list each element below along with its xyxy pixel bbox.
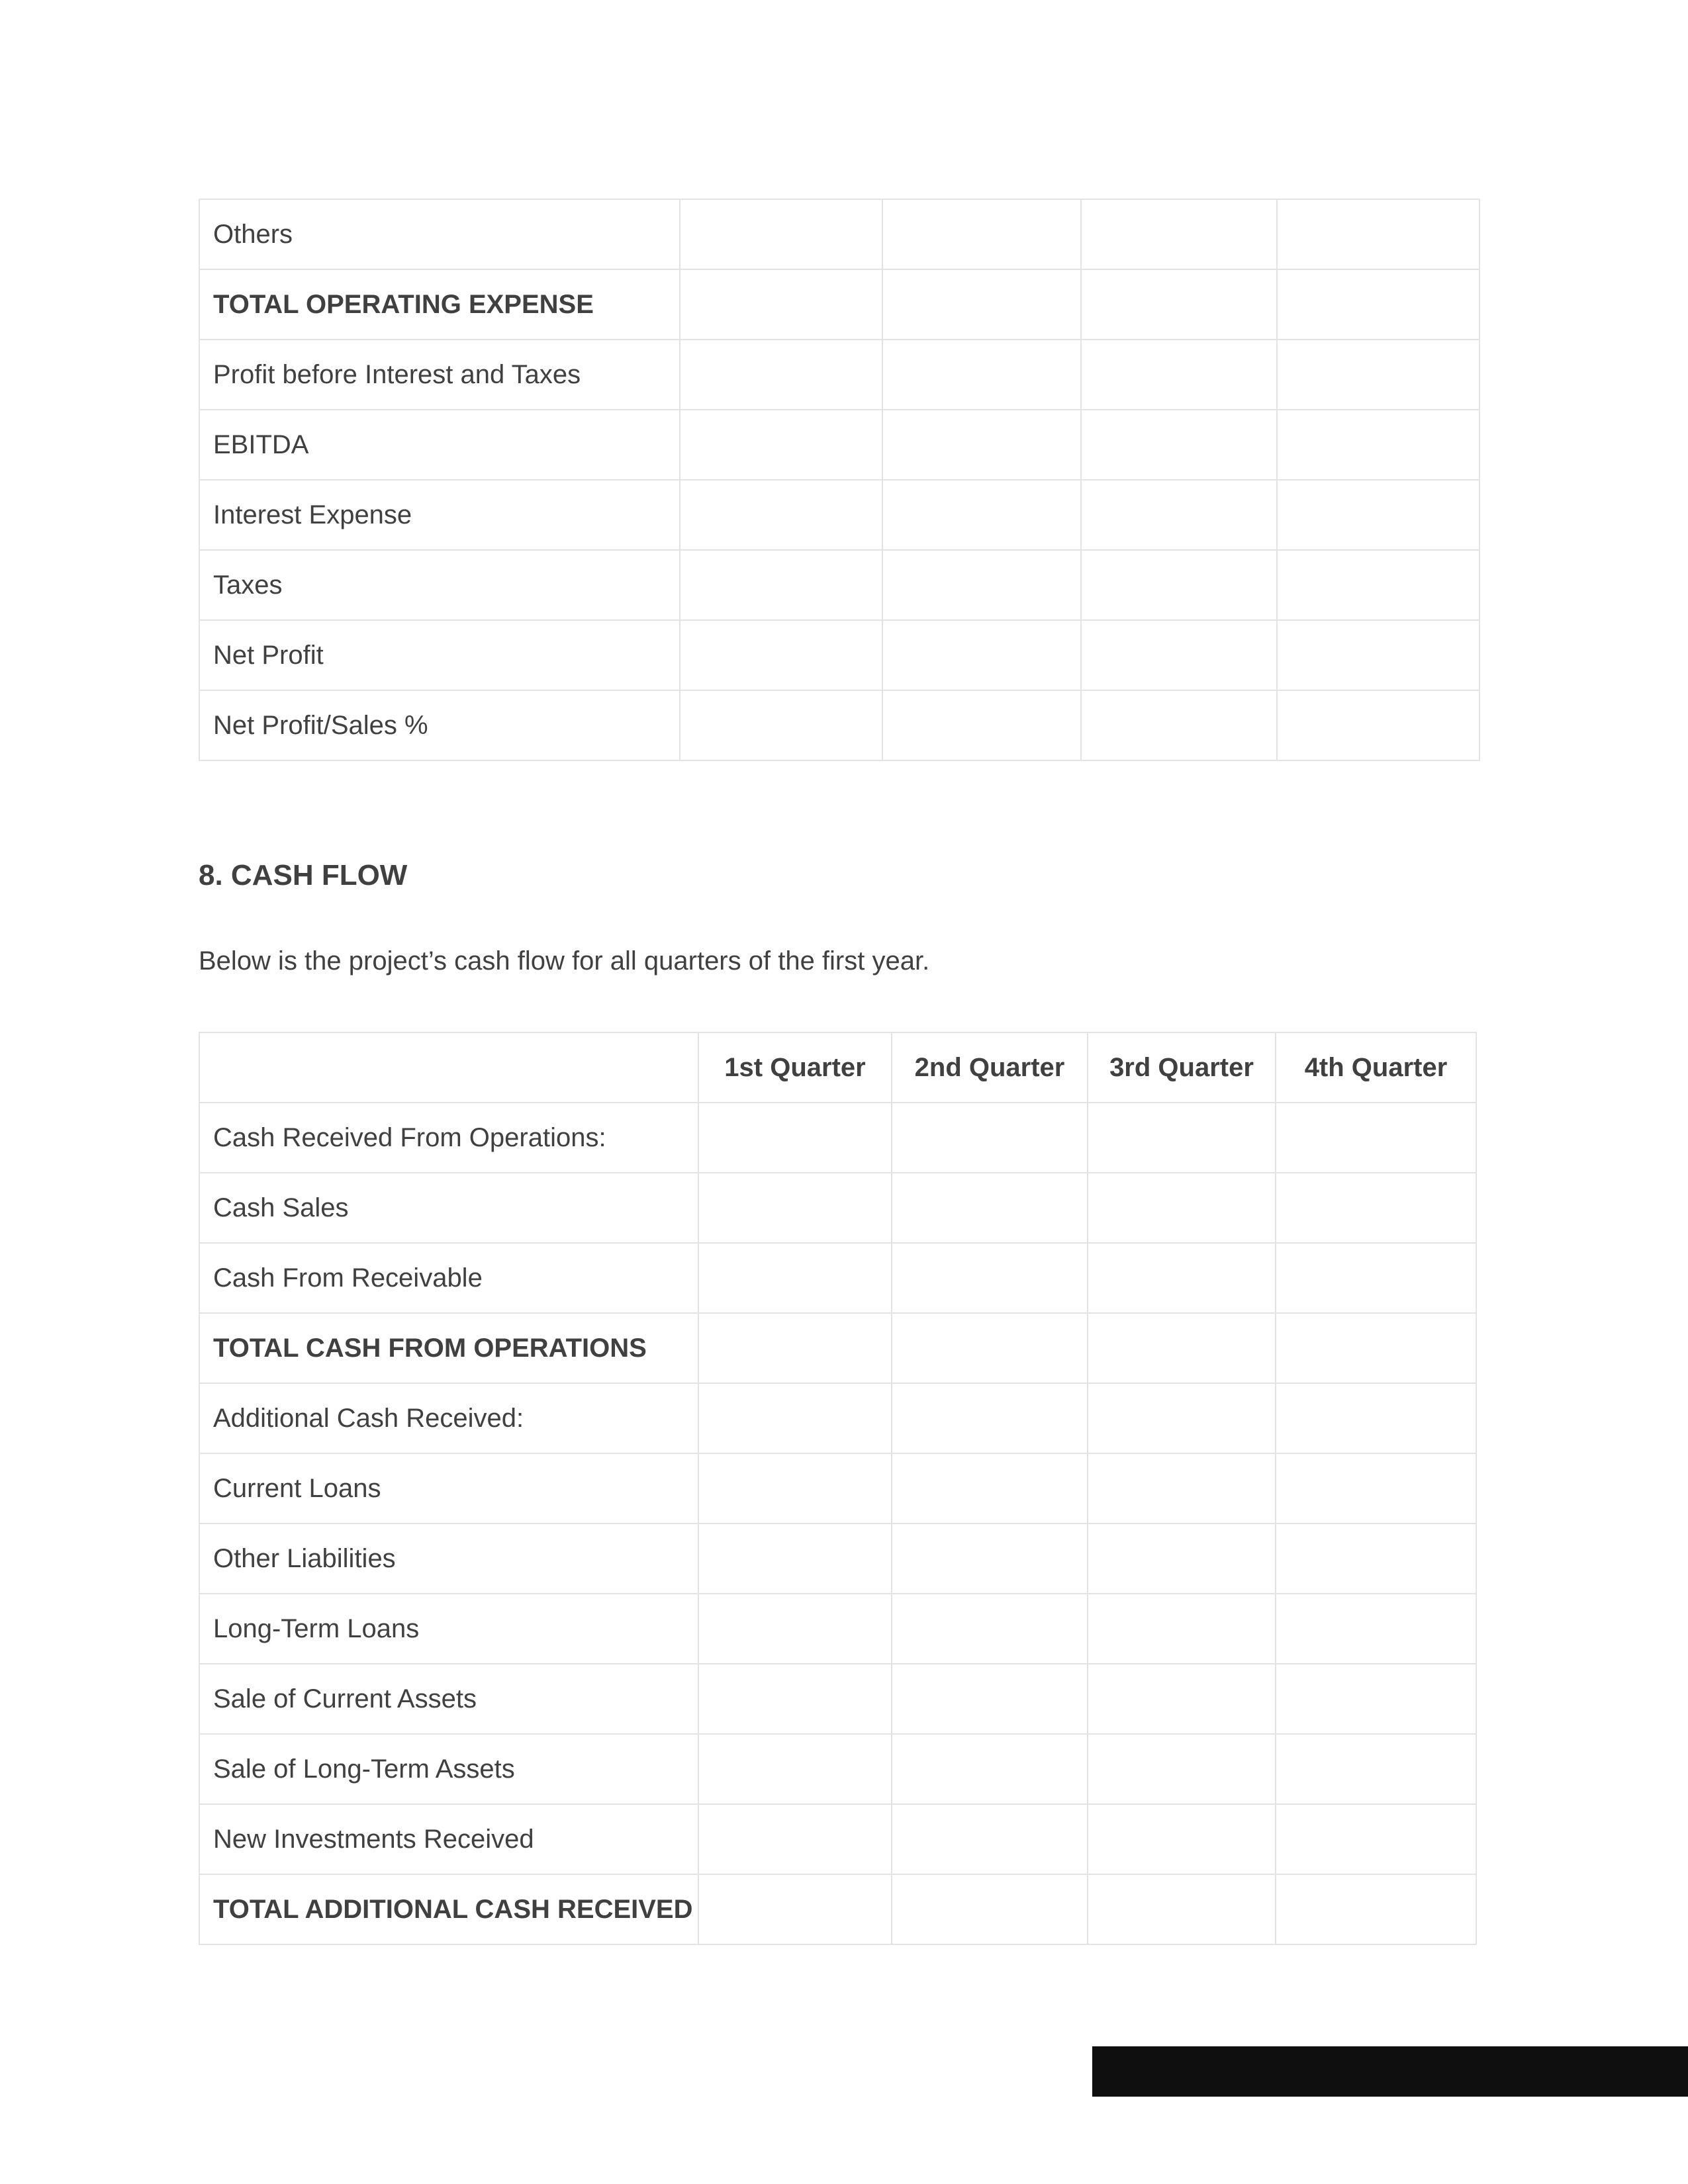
value-cell[interactable] — [892, 1594, 1088, 1664]
value-cell[interactable] — [1276, 1874, 1476, 1944]
value-cell[interactable] — [680, 690, 882, 760]
row-label: Net Profit — [199, 620, 680, 690]
value-cell[interactable] — [698, 1383, 892, 1453]
row-label: Profit before Interest and Taxes — [199, 340, 680, 410]
value-cell[interactable] — [1081, 550, 1277, 620]
table-row — [199, 1874, 1476, 1944]
header-q3: 3rd Quarter — [1088, 1032, 1276, 1103]
table-header-row — [199, 1032, 1476, 1103]
value-cell[interactable] — [882, 550, 1081, 620]
value-cell[interactable] — [882, 690, 1081, 760]
table-row — [199, 1524, 1476, 1594]
value-cell[interactable] — [892, 1383, 1088, 1453]
row-label: TOTAL CASH FROM OPERATIONS — [199, 1313, 698, 1383]
value-cell[interactable] — [892, 1874, 1088, 1944]
header-q2: 2nd Quarter — [892, 1032, 1088, 1103]
table-row — [199, 1804, 1476, 1874]
value-cell[interactable] — [1276, 1173, 1476, 1243]
row-label: TOTAL OPERATING EXPENSE — [199, 269, 680, 340]
table-row — [199, 620, 1479, 690]
value-cell[interactable] — [1277, 690, 1479, 760]
value-cell[interactable] — [1276, 1804, 1476, 1874]
value-cell[interactable] — [680, 340, 882, 410]
value-cell[interactable] — [1276, 1594, 1476, 1664]
value-cell[interactable] — [698, 1173, 892, 1243]
value-cell[interactable] — [882, 199, 1081, 269]
value-cell[interactable] — [1276, 1664, 1476, 1734]
value-cell[interactable] — [1277, 199, 1479, 269]
value-cell[interactable] — [698, 1594, 892, 1664]
value-cell[interactable] — [1276, 1524, 1476, 1594]
value-cell[interactable] — [882, 269, 1081, 340]
value-cell[interactable] — [882, 340, 1081, 410]
header-q4: 4th Quarter — [1276, 1032, 1476, 1103]
table-row — [199, 1734, 1476, 1804]
value-cell[interactable] — [892, 1243, 1088, 1313]
row-label: Cash Sales — [199, 1173, 698, 1243]
value-cell[interactable] — [882, 480, 1081, 550]
value-cell[interactable] — [680, 199, 882, 269]
row-label: TOTAL ADDITIONAL CASH RECEIVED — [199, 1874, 698, 1944]
value-cell[interactable] — [1088, 1383, 1276, 1453]
value-cell[interactable] — [1081, 620, 1277, 690]
table-row — [199, 550, 1479, 620]
value-cell[interactable] — [698, 1804, 892, 1874]
value-cell[interactable] — [680, 620, 882, 690]
table-row — [199, 1173, 1476, 1243]
value-cell[interactable] — [1088, 1734, 1276, 1804]
value-cell[interactable] — [698, 1664, 892, 1734]
value-cell[interactable] — [1276, 1383, 1476, 1453]
section-intro: Below is the project’s cash flow for all quarters of the first year. — [199, 946, 930, 976]
value-cell[interactable] — [1088, 1804, 1276, 1874]
section-heading: 8. CASH FLOW — [199, 859, 408, 891]
value-cell[interactable] — [1088, 1173, 1276, 1243]
table-row — [199, 1383, 1476, 1453]
value-cell[interactable] — [882, 620, 1081, 690]
profit-loss-table-continued — [199, 199, 1480, 761]
value-cell[interactable] — [1088, 1103, 1276, 1173]
value-cell[interactable] — [1276, 1453, 1476, 1524]
value-cell[interactable] — [1277, 269, 1479, 340]
row-label: EBITDA — [199, 410, 680, 480]
row-label: Sale of Long-Term Assets — [199, 1734, 698, 1804]
value-cell[interactable] — [1088, 1664, 1276, 1734]
value-cell[interactable] — [1081, 480, 1277, 550]
value-cell[interactable] — [1277, 480, 1479, 550]
value-cell[interactable] — [698, 1103, 892, 1173]
value-cell[interactable] — [1088, 1874, 1276, 1944]
row-label: Sale of Current Assets — [199, 1664, 698, 1734]
value-cell[interactable] — [1081, 410, 1277, 480]
cash-flow-table — [199, 1032, 1477, 1945]
table-row — [199, 1594, 1476, 1664]
row-label: Long-Term Loans — [199, 1594, 698, 1664]
value-cell[interactable] — [892, 1804, 1088, 1874]
value-cell[interactable] — [882, 410, 1081, 480]
row-label: Cash From Receivable — [199, 1243, 698, 1313]
value-cell[interactable] — [698, 1453, 892, 1524]
value-cell[interactable] — [1088, 1453, 1276, 1524]
table-row — [199, 1453, 1476, 1524]
value-cell[interactable] — [680, 480, 882, 550]
value-cell[interactable] — [892, 1173, 1088, 1243]
row-label: Others — [199, 199, 680, 269]
value-cell[interactable] — [1081, 199, 1277, 269]
value-cell[interactable] — [698, 1874, 892, 1944]
value-cell[interactable] — [1088, 1594, 1276, 1664]
table-row — [199, 1664, 1476, 1734]
value-cell[interactable] — [698, 1734, 892, 1804]
table-row — [199, 690, 1479, 760]
row-label: New Investments Received — [199, 1804, 698, 1874]
value-cell[interactable] — [1276, 1243, 1476, 1313]
value-cell[interactable] — [892, 1313, 1088, 1383]
value-cell[interactable] — [1277, 620, 1479, 690]
value-cell[interactable] — [1081, 269, 1277, 340]
value-cell[interactable] — [1277, 340, 1479, 410]
value-cell[interactable] — [1276, 1313, 1476, 1383]
value-cell[interactable] — [698, 1313, 892, 1383]
value-cell[interactable] — [680, 269, 882, 340]
table-row — [199, 480, 1479, 550]
value-cell[interactable] — [680, 410, 882, 480]
value-cell[interactable] — [680, 550, 882, 620]
table-row — [199, 1103, 1476, 1173]
value-cell[interactable] — [1277, 410, 1479, 480]
value-cell[interactable] — [892, 1664, 1088, 1734]
row-label: Interest Expense — [199, 480, 680, 550]
table-row — [199, 340, 1479, 410]
table-row — [199, 410, 1479, 480]
table-row — [199, 269, 1479, 340]
value-cell[interactable] — [1088, 1243, 1276, 1313]
value-cell[interactable] — [1088, 1313, 1276, 1383]
header-q1: 1st Quarter — [698, 1032, 892, 1103]
value-cell[interactable] — [892, 1103, 1088, 1173]
row-label: Net Profit/Sales % — [199, 690, 680, 760]
value-cell[interactable] — [892, 1524, 1088, 1594]
value-cell[interactable] — [1088, 1524, 1276, 1594]
footer-bar — [1092, 2046, 1688, 2097]
value-cell[interactable] — [892, 1453, 1088, 1524]
row-label: Other Liabilities — [199, 1524, 698, 1594]
value-cell[interactable] — [1081, 690, 1277, 760]
table-row — [199, 1313, 1476, 1383]
table-row — [199, 1243, 1476, 1313]
header-blank — [199, 1032, 698, 1103]
value-cell[interactable] — [698, 1243, 892, 1313]
row-label: Additional Cash Received: — [199, 1383, 698, 1453]
row-label: Cash Received From Operations: — [199, 1103, 698, 1173]
value-cell[interactable] — [892, 1734, 1088, 1804]
value-cell[interactable] — [1276, 1103, 1476, 1173]
value-cell[interactable] — [1081, 340, 1277, 410]
value-cell[interactable] — [1277, 550, 1479, 620]
table-row — [199, 199, 1479, 269]
row-label: Current Loans — [199, 1453, 698, 1524]
row-label: Taxes — [199, 550, 680, 620]
value-cell[interactable] — [698, 1524, 892, 1594]
value-cell[interactable] — [1276, 1734, 1476, 1804]
